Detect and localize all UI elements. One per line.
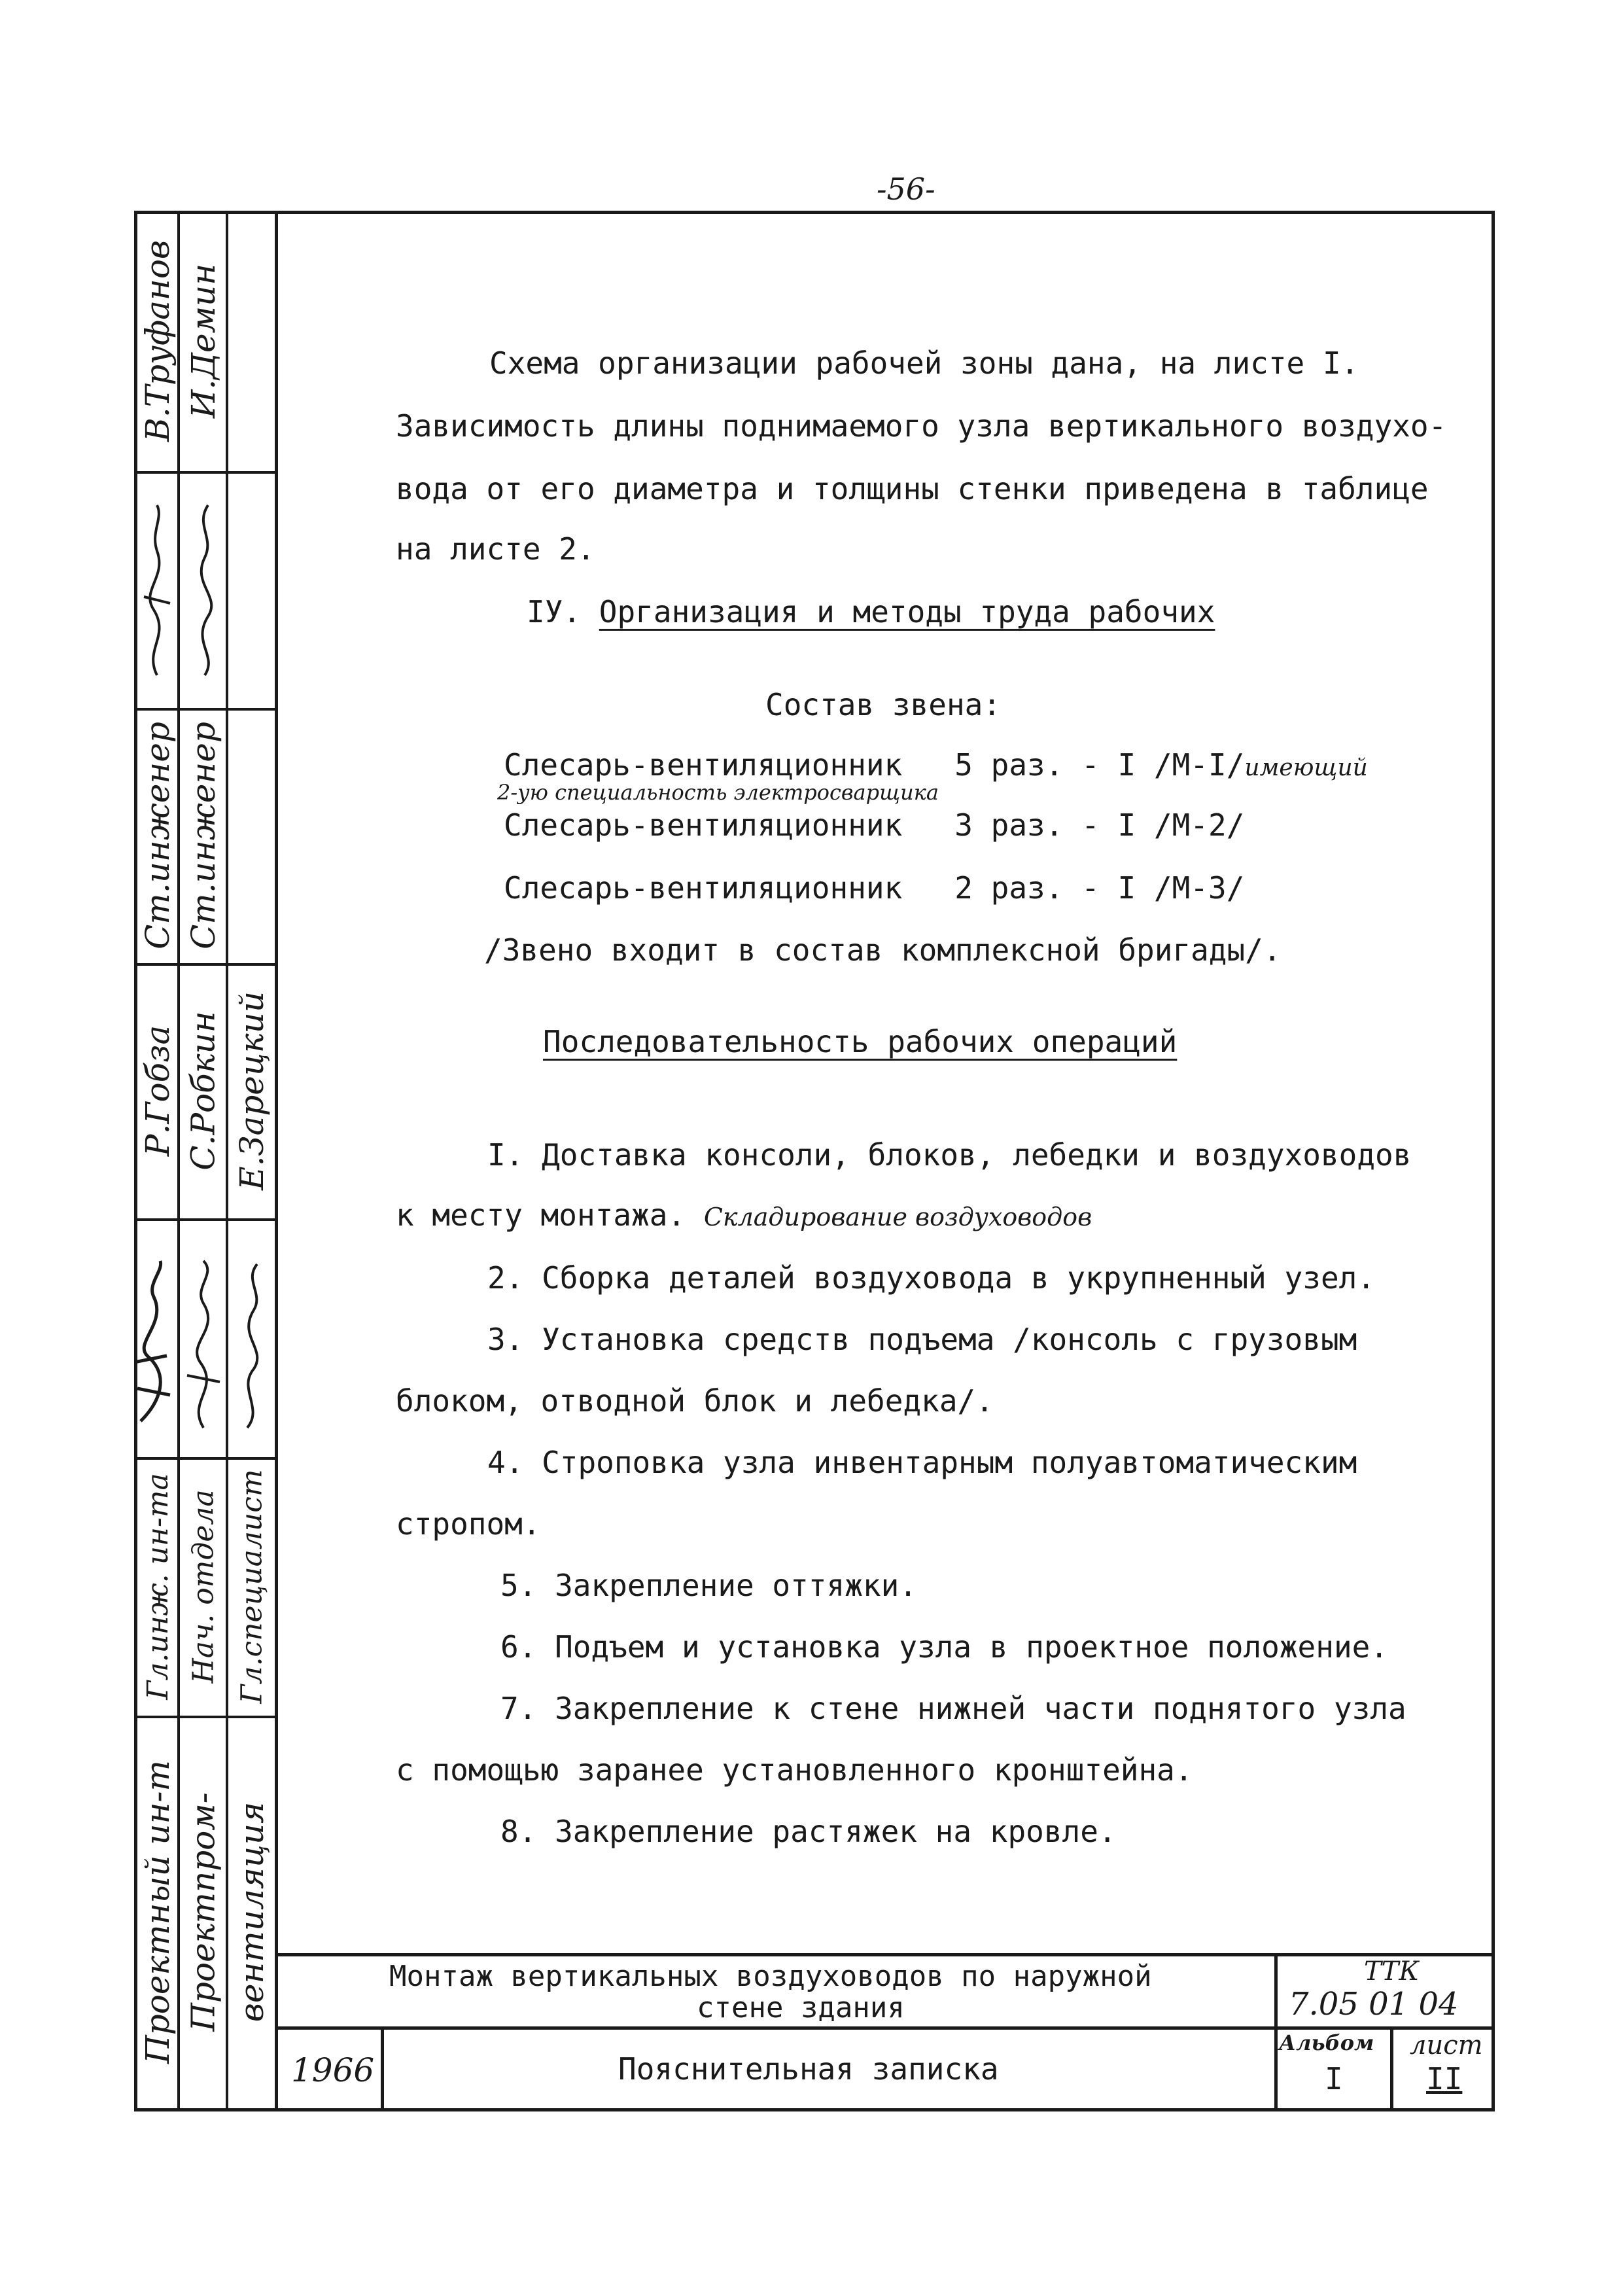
- op-3-line-1: 3. Установка средств подъема /консоль с грузовым: [487, 1322, 1357, 1357]
- para-1-line-4: на листе 2.: [396, 531, 595, 567]
- page-number: -56-: [877, 171, 935, 207]
- name-zaretsky: Е.Зарецкий: [233, 991, 271, 1191]
- album-label: Альбом: [1279, 2030, 1374, 2055]
- position-senior-engineer-2: Ст.инженер: [184, 722, 222, 949]
- op-6: 6. Подъем и установка узла в проектное положение.: [500, 1629, 1389, 1665]
- crew-note-handwritten: имеющий: [1244, 754, 1368, 781]
- crew-heading: Состав звена:: [765, 687, 1002, 722]
- position-chief-specialist: Гл.специалист: [235, 1469, 269, 1704]
- crew-grade: 3 раз. - I /М-2/: [954, 807, 1245, 843]
- section-heading: [527, 594, 1215, 629]
- code-label: ТТК: [1364, 1956, 1420, 1987]
- crew-role: Слесарь-вентиляционник: [504, 807, 903, 843]
- op-7-line-2: с помощью заранее установленного кронштейна.: [396, 1752, 1193, 1788]
- signature-1: [137, 499, 177, 682]
- op-4-line-1: 4. Строповка узла инвентарным полуавтоматическим: [487, 1445, 1357, 1480]
- crew-grade: 5 раз. - I /М-I/: [954, 747, 1245, 783]
- op-7-line-1: 7. Закрепление к стене нижней части поднятого узла: [500, 1691, 1406, 1726]
- org-line-3: вентиляция: [233, 1801, 271, 2022]
- para-1-line-3: вода от его диаметра и толщины стенки приведена в таблице: [396, 471, 1429, 506]
- op-4-line-2: стропом.: [396, 1506, 541, 1542]
- position-chief-engineer: Гл.инж. ин-та: [141, 1473, 175, 1700]
- op-1-handwritten-note: Складирование воздуховодов: [703, 1203, 1092, 1231]
- year: 1966: [291, 2051, 375, 2089]
- position-senior-engineer-1: Ст.инженер: [139, 722, 177, 949]
- signature-4: [184, 1258, 223, 1441]
- crew-role: Слесарь-вентиляционник: [504, 870, 903, 906]
- para-1-line-2: Зависимость длины поднимаемого узла вертикального воздухо-: [396, 408, 1447, 444]
- org-line-2: Проектпром-: [184, 1792, 223, 2032]
- crew-role: Слесарь-вентиляционник: [504, 747, 903, 783]
- section-title: Организация и методы труда рабочих: [599, 594, 1215, 629]
- section-number: IУ.: [527, 594, 582, 629]
- para-1-line-1: Схема организации рабочей зоны дана, на листе I.: [489, 345, 1359, 381]
- position-dept-head: Нач. отдела: [186, 1489, 220, 1684]
- signature-3: [134, 1258, 173, 1441]
- sequence-heading: Последовательность рабочих операций: [543, 1024, 1178, 1059]
- name-gobza: Р.Гобза: [139, 1025, 177, 1157]
- signature-5: [231, 1258, 270, 1441]
- album-value: I: [1325, 2061, 1343, 2096]
- op-8: 8. Закрепление растяжек на кровле.: [500, 1814, 1117, 1849]
- op-1-line-1: I. Доставка консоли, блоков, лебедки и воздуховодов: [487, 1137, 1412, 1173]
- title-line-2: стене здания: [697, 1991, 905, 2024]
- sheet-value: II: [1426, 2061, 1463, 2096]
- crew-row-1: [504, 747, 1368, 783]
- name-demin: И.Демин: [184, 263, 223, 419]
- title-line-1: Монтаж вертикальных воздуховодов по наружной: [389, 1960, 1152, 1993]
- crew-row-3: [504, 870, 1244, 906]
- crew-grade: 2 раз. - I /М-3/: [954, 870, 1245, 906]
- op-3-line-2: блоком, отводной блок и лебедка/.: [396, 1383, 994, 1419]
- side-stamp: [134, 211, 278, 2111]
- brigade-note: /Звено входит в состав комплексной бригады/.: [484, 932, 1282, 968]
- org-line-1: Проектный ин-т: [139, 1760, 177, 2064]
- op-2: 2. Сборка деталей воздуховода в укрупненный узел.: [487, 1260, 1376, 1296]
- name-robkin: С.Робкин: [184, 1011, 223, 1171]
- signature-2: [185, 499, 224, 682]
- document-code: 7.05 01 04: [1289, 1986, 1459, 2022]
- document-name: Пояснительная записка: [618, 2051, 999, 2087]
- sheet-label: лист: [1410, 2030, 1483, 2060]
- name-trufanov: В.Труфанов: [139, 239, 177, 442]
- op-5: 5. Закрепление оттяжки.: [500, 1568, 917, 1603]
- crew-row-2: [504, 807, 1244, 843]
- title-block: [278, 1953, 1495, 2111]
- op-1-line-2: к месту монтажа. Складирование воздуховодов: [396, 1197, 1092, 1233]
- crew-note-line-2: 2-ую специальность электросварщика: [497, 780, 939, 805]
